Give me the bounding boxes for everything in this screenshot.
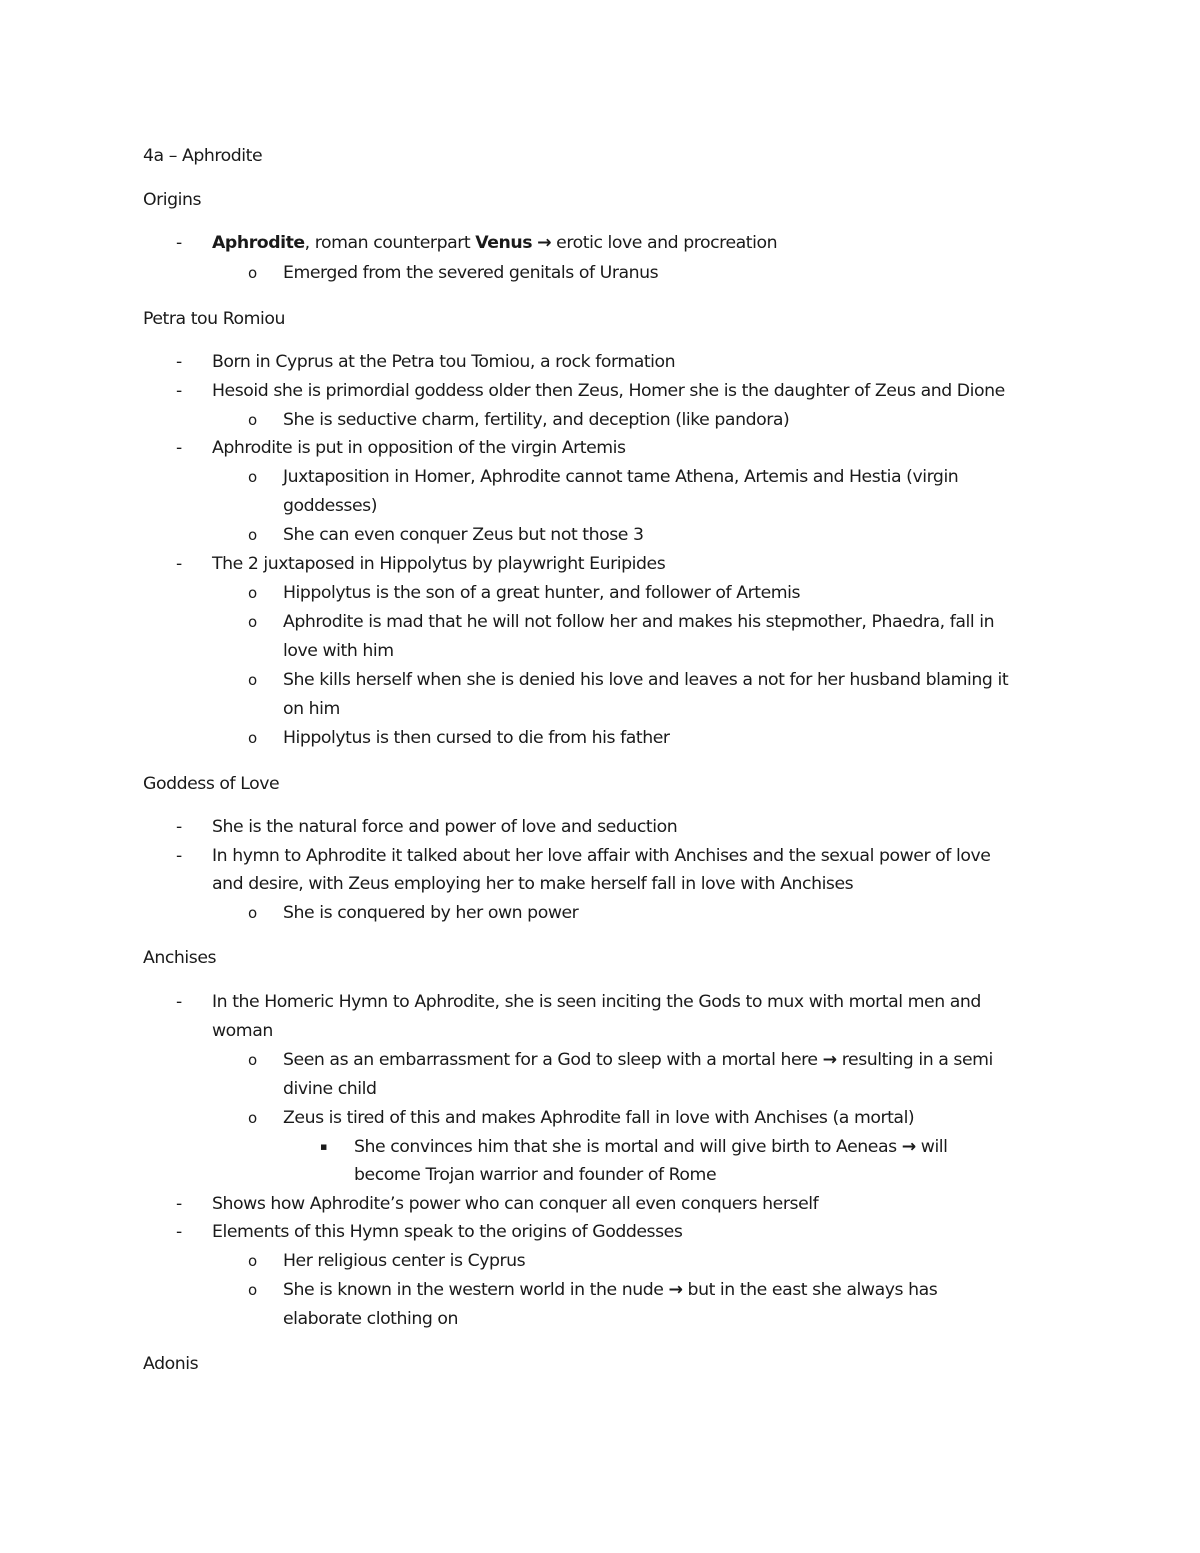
section-heading-origins: Origins: [143, 190, 202, 210]
anchises-line-8a: [283, 1279, 937, 1301]
bullet-dash: -: [176, 554, 183, 574]
petra-line-9a: Aphrodite is mad that he will not follow her and makes his stepmother, Phaedra, fall in: [283, 612, 995, 632]
bullet-dash: -: [176, 438, 183, 458]
text-run: erotic love and procreation: [551, 233, 778, 253]
arrow-icon: →: [668, 1280, 683, 1300]
bullet-circle: o: [248, 526, 258, 544]
petra-line-6: She can even conquer Zeus but not those 3: [283, 525, 644, 545]
love-line-2b: and desire, with Zeus employing her to make herself fall in love with Anchises: [212, 874, 854, 894]
anchises-line-1b: woman: [212, 1021, 273, 1041]
petra-line-2: Hesoid she is primordial goddess older then Zeus, Homer she is the daughter of Zeus and Dione: [212, 381, 1005, 401]
bullet-dash: -: [176, 1194, 183, 1214]
bold-term-aphrodite: Aphrodite: [212, 233, 305, 253]
text-run: but in the east she always has: [682, 1280, 938, 1300]
section-heading-anchises: Anchises: [143, 948, 217, 968]
anchises-line-8b: elaborate clothing on: [283, 1309, 459, 1329]
bullet-dash: -: [176, 352, 183, 372]
love-line-3: She is conquered by her own power: [283, 903, 579, 923]
bullet-dash: -: [176, 846, 183, 866]
anchises-line-2a: [283, 1049, 993, 1071]
anchises-line-4a: [354, 1136, 948, 1158]
text-run: She is known in the western world in the nude: [283, 1280, 669, 1300]
anchises-line-1a: In the Homeric Hymn to Aphrodite, she is seen inciting the Gods to mux with mortal men and: [212, 992, 981, 1012]
arrow-icon: →: [537, 233, 552, 253]
petra-line-10a: She kills herself when she is denied his love and leaves a not for her husband blaming it: [283, 670, 1009, 690]
anchises-line-6: Elements of this Hymn speak to the origins of Goddesses: [212, 1222, 683, 1242]
origins-line-1: [212, 232, 777, 254]
love-line-1: She is the natural force and power of love and seduction: [212, 817, 678, 837]
section-heading-love: Goddess of Love: [143, 774, 280, 794]
anchises-line-4b: become Trojan warrior and founder of Rome: [354, 1165, 717, 1185]
text-run: , roman counterpart: [304, 233, 476, 253]
petra-line-1: Born in Cyprus at the Petra tou Tomiou, a rock formation: [212, 352, 676, 372]
anchises-line-3: Zeus is tired of this and makes Aphrodite fall in love with Anchises (a mortal): [283, 1108, 915, 1128]
bullet-circle: o: [248, 671, 258, 689]
petra-line-5b: goddesses): [283, 496, 377, 516]
bullet-circle: o: [248, 468, 258, 486]
bullet-dash: -: [176, 992, 183, 1012]
bullet-dash: -: [176, 817, 183, 837]
bullet-square: ▪: [320, 1140, 328, 1153]
anchises-line-5: Shows how Aphrodite’s power who can conquer all even conquers herself: [212, 1194, 819, 1214]
petra-line-11: Hippolytus is then cursed to die from his father: [283, 728, 670, 748]
bullet-dash: -: [176, 233, 183, 253]
bullet-circle: o: [248, 1281, 258, 1299]
section-heading-petra: Petra tou Romiou: [143, 309, 285, 329]
text-run: resulting in a semi: [836, 1050, 993, 1070]
bold-term-venus: Venus: [475, 233, 533, 253]
bullet-circle: o: [248, 613, 258, 631]
bullet-circle: o: [248, 264, 258, 282]
text-run: Seen as an embarrassment for a God to sleep with a mortal here: [283, 1050, 823, 1070]
bullet-circle: o: [248, 904, 258, 922]
arrow-icon: →: [901, 1137, 916, 1157]
bullet-circle: o: [248, 1252, 258, 1270]
bullet-dash: -: [176, 381, 183, 401]
petra-line-9b: love with him: [283, 641, 394, 661]
section-heading-adonis: Adonis: [143, 1354, 199, 1374]
bullet-circle: o: [248, 411, 258, 429]
bullet-circle: o: [248, 1109, 258, 1127]
bullet-dash: -: [176, 1222, 183, 1242]
page-title: 4a – Aphrodite: [143, 146, 263, 166]
petra-line-5a: Juxtaposition in Homer, Aphrodite cannot tame Athena, Artemis and Hestia (virgin: [283, 467, 959, 487]
petra-line-3: She is seductive charm, fertility, and deception (like pandora): [283, 410, 790, 430]
bullet-circle: o: [248, 729, 258, 747]
petra-line-8: Hippolytus is the son of a great hunter, and follower of Artemis: [283, 583, 801, 603]
bullet-circle: o: [248, 1051, 258, 1069]
anchises-line-2b: divine child: [283, 1079, 377, 1099]
bullet-circle: o: [248, 584, 258, 602]
text-run: She convinces him that she is mortal and will give birth to Aeneas: [354, 1137, 902, 1157]
origins-line-2: Emerged from the severed genitals of Uranus: [283, 263, 659, 283]
petra-line-4: Aphrodite is put in opposition of the virgin Artemis: [212, 438, 626, 458]
text-run: will: [915, 1137, 948, 1157]
petra-line-10b: on him: [283, 699, 340, 719]
anchises-line-7: Her religious center is Cyprus: [283, 1251, 526, 1271]
arrow-icon: →: [822, 1050, 837, 1070]
love-line-2a: In hymn to Aphrodite it talked about her love affair with Anchises and the sexual power of love: [212, 846, 991, 866]
petra-line-7: The 2 juxtaposed in Hippolytus by playwright Euripides: [212, 554, 666, 574]
